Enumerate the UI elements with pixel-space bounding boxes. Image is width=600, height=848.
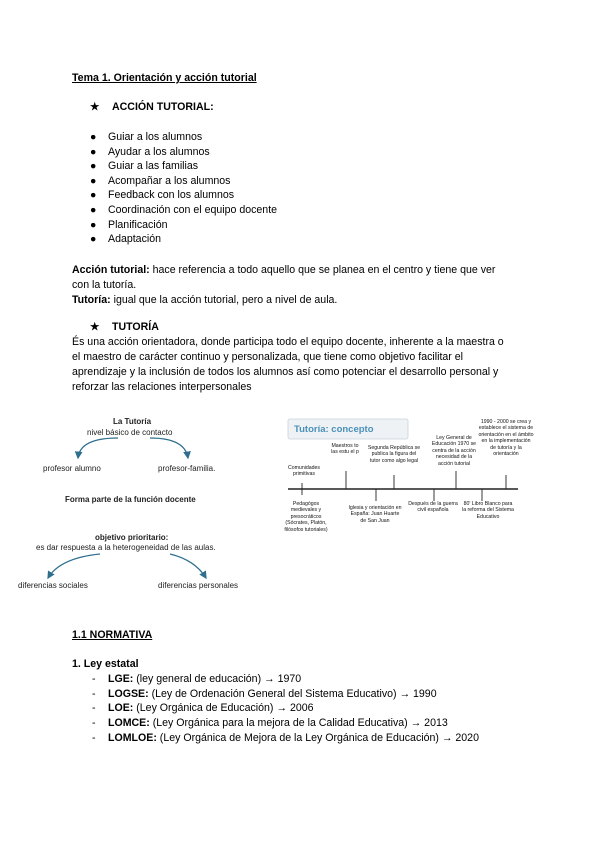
timeline-label-top: 1990 - 2000 se crea y establece el sistema de orientación en el ámbito en la implementación de tutoría y la orientación — [478, 419, 534, 458]
node-objetivo-label: objetivo prioritario: — [95, 533, 169, 542]
dash-icon: - — [92, 731, 96, 744]
list-item: ● Feedback con los alumnos — [90, 189, 235, 202]
diagram-title: La Tutoría — [113, 417, 152, 426]
star-icon: ★ — [90, 321, 100, 333]
arrow-to-diferencias-personales — [170, 554, 206, 578]
paragraph-line: És una acción orientadora, donde participa todo el equipo docente, inherente a la maestra o — [72, 336, 504, 348]
dash-icon: - — [92, 687, 96, 700]
bullet-list — [90, 130, 277, 247]
definition-text-cont: con la tutoría. — [72, 279, 137, 291]
arrow-to-profesor-alumno — [78, 438, 118, 458]
paragraph-line: el maestro de carácter continuo y personalizada, que tiene como objetivo facilitar el — [72, 351, 464, 363]
list-item: ● Coordinación con el equipo docente — [90, 203, 278, 216]
definition-text: igual que la acción tutorial, pero a nivel de aula. — [110, 294, 338, 306]
bullet-icon: ● — [90, 145, 97, 158]
paragraph-line: aprendizaje y la inclusión de todos los alumnos así como potenciar el desarrollo personal y — [72, 366, 499, 378]
timeline-label-bottom: Después de la guerra civil española — [408, 501, 458, 514]
timeline-label-top: Ley General de Educación 1970 se centra de la acción necesidad de la acción tutorial — [431, 435, 477, 467]
list-item: ● Acompañar a los alumnos — [90, 174, 231, 187]
timeline-label-top: Segunda República se publica la figura del tutor como algo legal — [367, 445, 421, 464]
term-label: Acción tutorial: — [72, 264, 150, 276]
term-label: Tutoría: — [72, 294, 111, 306]
diagram-subtitle: nivel básico de contacto — [87, 428, 173, 437]
node-profesor-alumno: profesor alumno — [43, 464, 101, 473]
ley-estatal-heading: 1. Ley estatal — [72, 658, 139, 670]
dash-icon: - — [92, 717, 96, 730]
bullet-icon: ● — [90, 131, 97, 143]
definition-text: hace referencia a todo aquello que se planea en el centro y tiene que ver — [149, 264, 496, 276]
list-item: - LOGSE: (Ley de Ordenación General del Sistema Educativo) → 1990 — [92, 687, 437, 700]
bullet-icon: ● — [90, 218, 97, 231]
tutoria-timeline-diagram — [282, 405, 534, 580]
list-item: ● Planificación — [90, 218, 168, 231]
timeline-label-bottom: Iglesia y orientación en España: Juan Huarte de San Juan — [348, 505, 402, 524]
list-item: ● Adaptación — [90, 233, 162, 246]
node-diferencias-sociales: diferencias sociales — [18, 581, 88, 590]
definition-accion-tutorial — [72, 263, 532, 308]
list-item: - LOMLOE: (Ley Orgánica de Mejora de la Ley Orgánica de Educación) → 2020 — [92, 731, 479, 744]
list-item: ● Ayudar a los alumnos — [90, 145, 210, 158]
star-icon: ★ — [90, 101, 100, 113]
section-heading-text: ACCIÓN TUTORIAL: — [112, 101, 214, 113]
list-item: - LOMCE: (Ley Orgánica para la mejora de la Calidad Educativa) → 2013 — [92, 717, 448, 730]
timeline-label-top: Maestros to las estu el p — [331, 443, 359, 456]
node-objetivo-text: es dar respuesta a la heterogeneidad de las aulas. — [36, 543, 216, 552]
node-funcion-docente: Forma parte de la función docente — [65, 495, 196, 504]
list-item: ● Guiar a las familias — [90, 160, 199, 173]
bullet-icon: ● — [90, 203, 97, 216]
bullet-icon: ● — [90, 174, 97, 187]
node-diferencias-personales: diferencias personales — [158, 581, 239, 590]
laws-list — [92, 672, 479, 745]
bullet-icon: ● — [90, 160, 97, 173]
node-profesor-familia: profesor-familia. — [158, 464, 216, 473]
timeline-label-bottom: Pedagógos medievales y presocráticos (Sócrates, Platón, filósofos tutoriales) — [284, 501, 328, 533]
dash-icon: - — [92, 673, 96, 685]
normativa-heading: 1.1 NORMATIVA — [72, 629, 153, 641]
timeline-label-bottom: 80' Libro Blanco para la reforma del Sistema Educativo — [462, 501, 514, 520]
tutoria-paragraph — [72, 335, 542, 395]
list-item: - LGE: (ley general de educación) → 1970 — [92, 673, 302, 685]
section-heading-accion-tutorial — [90, 101, 214, 113]
dash-icon: - — [92, 702, 96, 715]
timeline-label-top: Comunidades primitivas — [287, 465, 320, 478]
paragraph-line: reforzar las relaciones interpersonales — [72, 381, 252, 393]
arrow-to-profesor-familia — [150, 438, 188, 458]
timeline-banner: Tutoría: concepto — [294, 424, 374, 435]
section-heading-text: TUTORÍA — [112, 321, 159, 333]
section-heading-tutoria — [90, 321, 159, 333]
list-item: - LOE: (Ley Orgánica de Educación) → 2006 — [92, 702, 314, 715]
page-title: Tema 1. Orientación y acción tutorial — [72, 72, 257, 84]
bullet-icon: ● — [90, 189, 97, 202]
list-item: ● Guiar a los alumnos — [90, 131, 203, 143]
tutoria-concept-diagram — [0, 408, 262, 598]
bullet-icon: ● — [90, 233, 97, 246]
arrow-to-diferencias-sociales — [48, 554, 100, 578]
